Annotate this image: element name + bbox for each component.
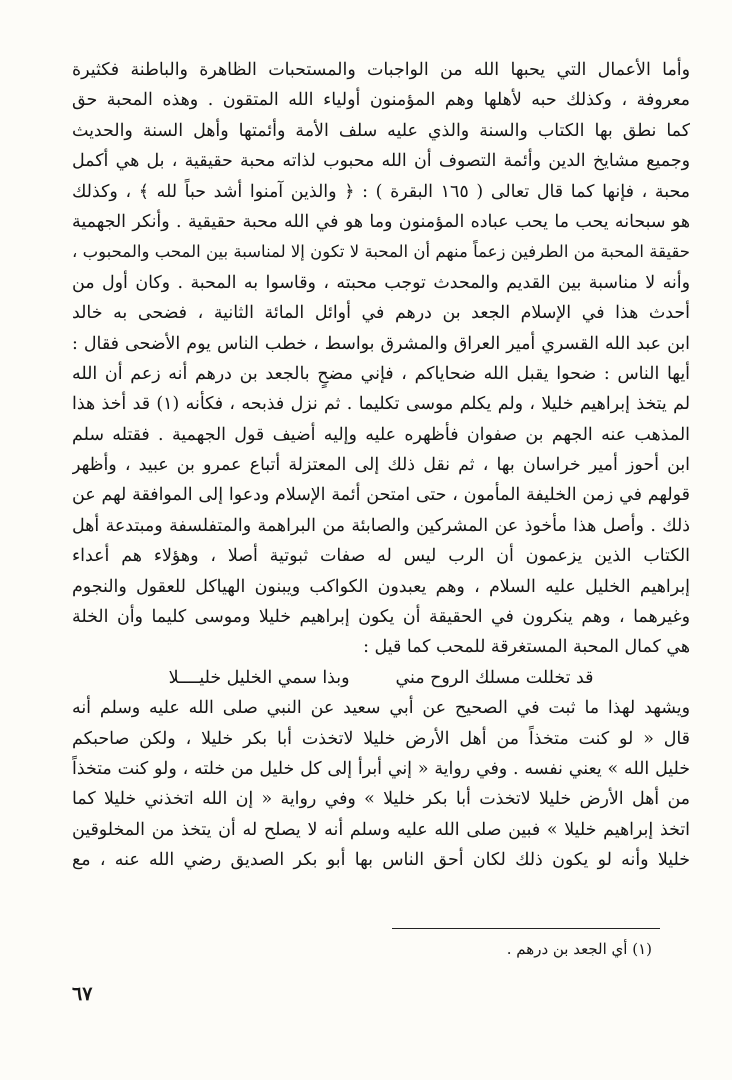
text-line: أحدث هذا في الإسلام الجعد بن درهم في أوائل المائة الثانية ، فضحى به خالد: [72, 303, 690, 324]
text-line: إبراهيم الخليل عليه السلام ، وهم يعبدون الكواكب ويبنون الهياكل للعقول والنجوم: [72, 576, 690, 597]
text-line: معروفة ، وكذلك حبه لأهلها وهم المؤمنون أولياء الله المتقون . وهذه المحبة حق: [72, 90, 690, 111]
text-line: لم يتخذ إبراهيم خليلا ، ولم يكلم موسى تكليما . ثم نزل فذبحه ، فكأنه (١) قد أخذ هذا: [72, 394, 690, 415]
text-line: المذهب عنه الجهم بن صفوان فأظهره عليه وإليه أضيف قول الجهمية . فقتله سلم: [72, 424, 690, 445]
text-line: الكتاب الذين يزعمون أن الرب ليس له صفات ثبوتية أصلا ، وهؤلاء هم أعداء: [72, 546, 690, 567]
text-line: ذلك . وأصل هذا مأخوذ عن المشركين والصابئة من البراهمة والمتفلسفة ومبتدعة أهل: [72, 515, 690, 536]
main-text: [72, 55, 690, 876]
text-line: وأنه لا مناسبة بين القديم والمحدث توجب محبته ، وقاسوا به المحبة . وكان أول من: [72, 272, 690, 293]
text-line: قولهم في زمن الخليفة المأمون ، حتى امتحن أئمة الإسلام ودعوا إلى الموافقة لهم عن: [72, 485, 690, 506]
text-line: هو سبحانه يحب ما يحب عباده المؤمنون وما هو في الله محبة حقيقية . وأنكر الجهمية: [72, 211, 690, 232]
text-line: ابن عبد الله القسري أمير العراق والمشرق بواسط ، خطب الناس يوم الأضحى فقال :: [72, 333, 690, 354]
text-line: وجميع مشايخ الدين وأئمة التصوف أن الله محبوب لذاته محبة حقيقية ، بل هي أكمل: [72, 151, 690, 172]
footnote-divider: [392, 928, 660, 929]
text-line: اتخذ إبراهيم خليلا » فبين صلى الله عليه وسلم أنه لا يصلح له أن يتخذ من المخلوقين: [72, 819, 690, 840]
text-line: حقيقة المحبة من الطرفين زعماً منهم أن المحبة لا تكون إلا لمناسبة بين المحب والمحبوب ،: [72, 242, 690, 262]
text-line: ويشهد لهذا ما ثبت في الصحيح عن أبي سعيد عن النبي صلى الله عليه وسلم أنه: [72, 698, 690, 719]
text-line: ابن أحوز أمير خراسان بها ، ثم نقل ذلك إلى المعتزلة أتباع عمرو بن عبيد ، وأظهر: [72, 455, 690, 476]
verse-left-hemistich: وبذا سمي الخليل خليــــلا: [168, 667, 350, 688]
verse-right-hemistich: قد تخللت مسلك الروح مني: [395, 667, 594, 688]
text-line: كما نطق بها الكتاب والسنة والذي عليه سلف الأمة وأئمتها وأهل السنة والحديث: [72, 120, 690, 141]
text-part-1: [72, 55, 690, 663]
text-line: قال « لو كنت متخذاً من أهل الأرض خليلا لاتخذت أبا بكر خليلا ، ولكن صاحبكم: [72, 728, 690, 749]
text-line: وأما الأعمال التي يحبها الله من الواجبات والمستحبات الظاهرة والباطنة فكثيرة: [72, 60, 690, 80]
text-line: من أهل الأرض خليلا لاتخذت أبا بكر خليلا » وفي رواية « إن الله اتخذني خليلا كما: [72, 789, 690, 810]
text-line: وغيرهما ، وهم ينكرون في الحقيقة أن يكون إبراهيم خليلا وموسى كليما وأن الخلة: [72, 607, 690, 628]
text-line: هي كمال المحبة المستغرقة للمحب كما قيل :: [363, 637, 690, 658]
text-line: أيها الناس : ضحوا يقبل الله ضحاياكم ، فإني مضحٍ بالجعد بن درهم أنه زعم أن الله: [72, 363, 690, 384]
footnote: (١) أي الجعد بن درهم .: [506, 940, 652, 958]
text-line: محبة ، فإنها كما قال تعالى ( ١٦٥ البقرة ) : ﴿ والذين آمنوا أشد حباً لله ﴾ ، وكذلك: [72, 181, 690, 202]
poetry-verse: [72, 663, 690, 693]
text-line: خليلا وأنه لو يكون ذلك لكان أحق الناس بها أبو بكر الصديق رضي الله عنه ، مع: [72, 850, 690, 871]
page-number: ٦٧: [72, 983, 93, 1005]
text-part-2: [72, 693, 690, 875]
text-line: خليل الله » يعني نفسه . وفي رواية « إني أبرأ إلى كل خليل من خلته ، ولو كنت متخذاً: [72, 758, 690, 779]
